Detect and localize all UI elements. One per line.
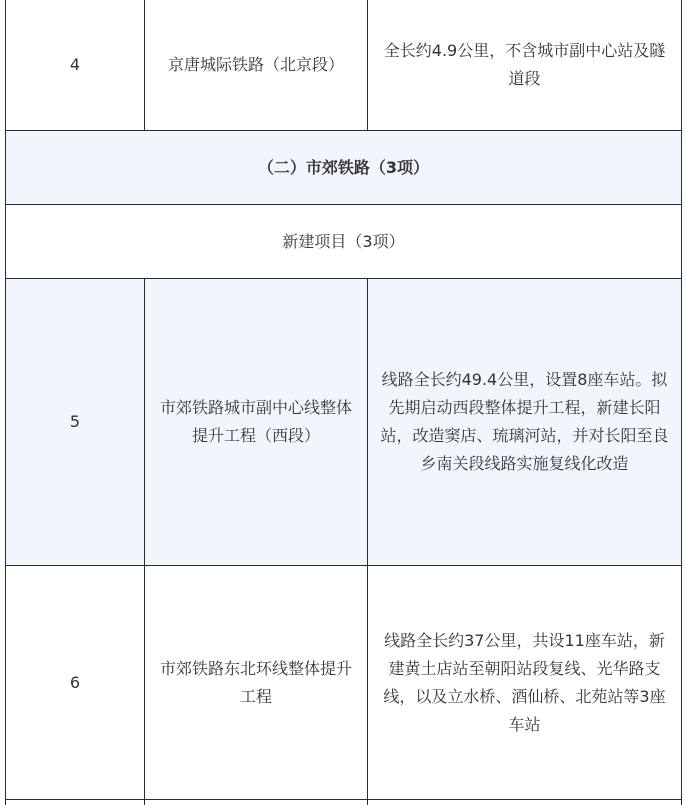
project-name: 市郊铁路东北环线整体提升工程 bbox=[145, 566, 368, 799]
table-row-partial bbox=[6, 800, 681, 805]
subheading: 新建项目（3项） bbox=[282, 231, 405, 251]
table-row bbox=[6, 0, 681, 131]
table-row bbox=[6, 566, 681, 800]
project-name-cell bbox=[145, 800, 368, 805]
row-number: 4 bbox=[6, 0, 145, 130]
row-number: 6 bbox=[6, 566, 145, 799]
table-row bbox=[6, 279, 681, 566]
project-description: 全长约4.9公里，不含城市副中心站及隧道段 bbox=[383, 41, 666, 88]
project-description: 线路全长约37公里，共设11座车站，新建黄土店站至朝阳站段复线、光华路支线，以及立水桥、酒仙桥、北苑站等3座车站 bbox=[383, 630, 666, 734]
subheading-row bbox=[6, 205, 681, 279]
row-number: 5 bbox=[6, 279, 145, 565]
project-table bbox=[5, 0, 682, 805]
project-description: 线路全长约49.4公里，设置8座车站。拟先期启动西段整体提升工程，新建长阳站，改造窦店、琉璃河站，并对长阳至良乡南关段线路实施复线化改造 bbox=[380, 370, 669, 473]
section-heading: （二）市郊铁路（3项） bbox=[257, 157, 430, 177]
row-number-cell bbox=[6, 800, 145, 805]
project-description-cell bbox=[368, 800, 681, 805]
section-heading-row bbox=[6, 131, 681, 205]
project-name: 市郊铁路城市副中心线整体提升工程（西段） bbox=[145, 279, 368, 565]
project-name: 京唐城际铁路（北京段） bbox=[145, 0, 368, 130]
